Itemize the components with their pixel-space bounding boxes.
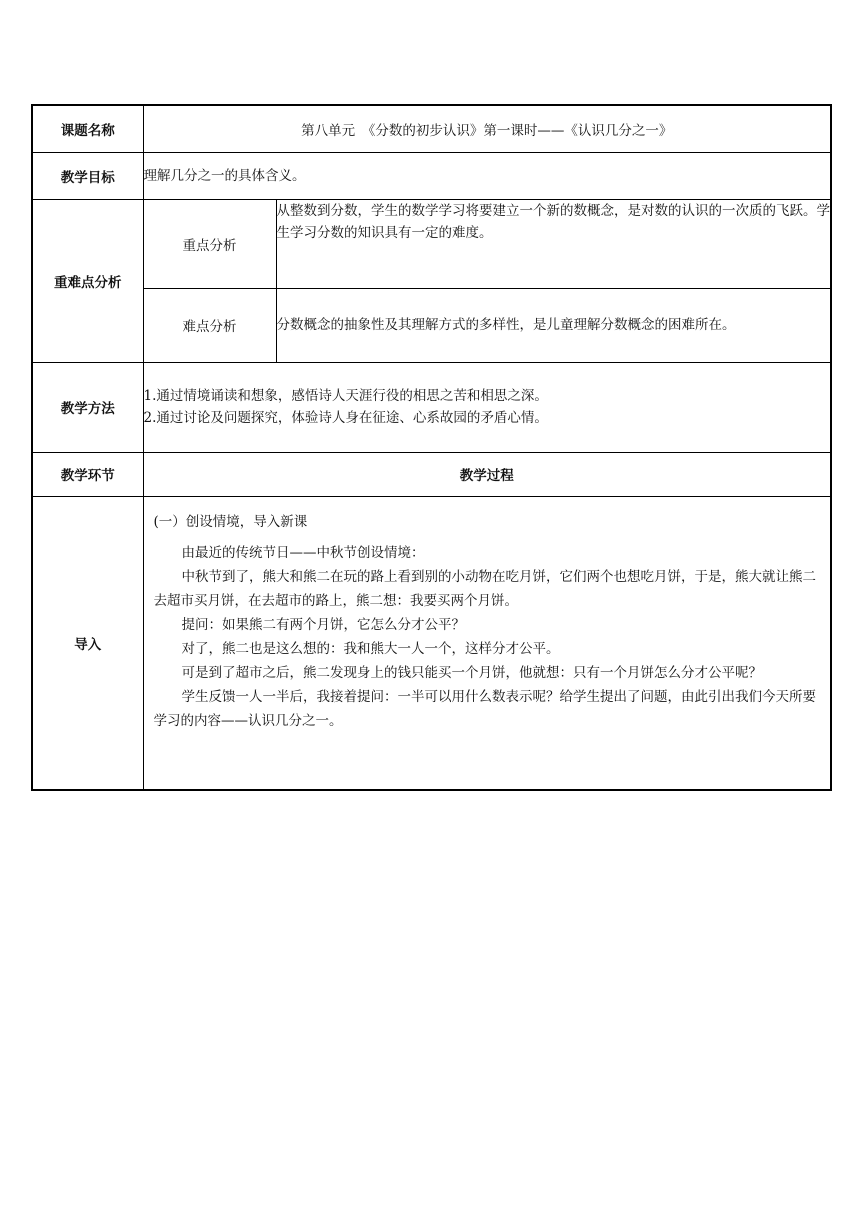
method-item-1: 1.通过情境诵读和想象，感悟诗人天涯行役的相思之苦和相思之深。	[143, 388, 548, 404]
intro-paragraph: 由最近的传统节日——中秋节创设情境：	[181, 544, 425, 561]
row-course-name	[32, 105, 831, 152]
intro-paragraph: 中秋节到了，熊大和熊二在玩的路上看到别的小动物在吃月饼，它们两个也想吃月饼，于是，熊大就让熊二去超市买月饼，在去超市的路上，熊二想：我要买两个月饼。	[153, 568, 816, 609]
course-name-label: 课题名称	[32, 105, 143, 152]
objective-value: 理解几分之一的具体含义。	[143, 152, 831, 199]
intro-label: 导入	[32, 496, 143, 790]
intro-content	[143, 496, 831, 790]
intro-section-title: (一）创设情境，导入新课	[153, 513, 308, 530]
objective-label: 教学目标	[32, 152, 143, 199]
stage-label: 教学环节	[32, 452, 143, 496]
difficulty-label: 难点分析	[143, 288, 276, 362]
row-difficulty	[32, 288, 831, 362]
method-label: 教学方法	[32, 362, 143, 452]
process-label: 教学过程	[143, 452, 831, 496]
intro-paragraph: 学生反馈一人一半后，我接着提问：一半可以用什么数表示呢？给学生提出了问题，由此引出我们今天所要学习的内容——认识几分之一。	[153, 688, 816, 729]
intro-paragraph: 可是到了超市之后，熊二发现身上的钱只能买一个月饼，他就想：只有一个月饼怎么分才公平呢？	[181, 664, 762, 681]
intro-paragraph: 对了，熊二也是这么想的：我和熊大一人一个，这样分才公平。	[181, 640, 560, 657]
method-value	[143, 362, 831, 452]
row-objective	[32, 152, 831, 199]
course-name-value: 第八单元 《分数的初步认识》第一课时——《认识几分之一》	[143, 105, 831, 152]
lesson-plan-table	[31, 104, 832, 791]
row-method	[32, 362, 831, 452]
row-intro	[32, 496, 831, 790]
key-point-value: 从整数到分数，学生的数学学习将要建立一个新的数概念，是对数的认识的一次质的飞跃。学生学习分数的知识具有一定的难度。	[276, 199, 831, 288]
analysis-label: 重难点分析	[32, 199, 143, 362]
method-item-2: 2.通过讨论及问题探究，体验诗人身在征途、心系故园的矛盾心情。	[143, 410, 548, 426]
row-key-point	[32, 199, 831, 288]
difficulty-value: 分数概念的抽象性及其理解方式的多样性，是儿童理解分数概念的困难所在。	[276, 288, 831, 362]
intro-paragraph: 提问：如果熊二有两个月饼，它怎么分才公平？	[181, 616, 465, 633]
key-point-label: 重点分析	[143, 199, 276, 288]
row-stage-header	[32, 452, 831, 496]
